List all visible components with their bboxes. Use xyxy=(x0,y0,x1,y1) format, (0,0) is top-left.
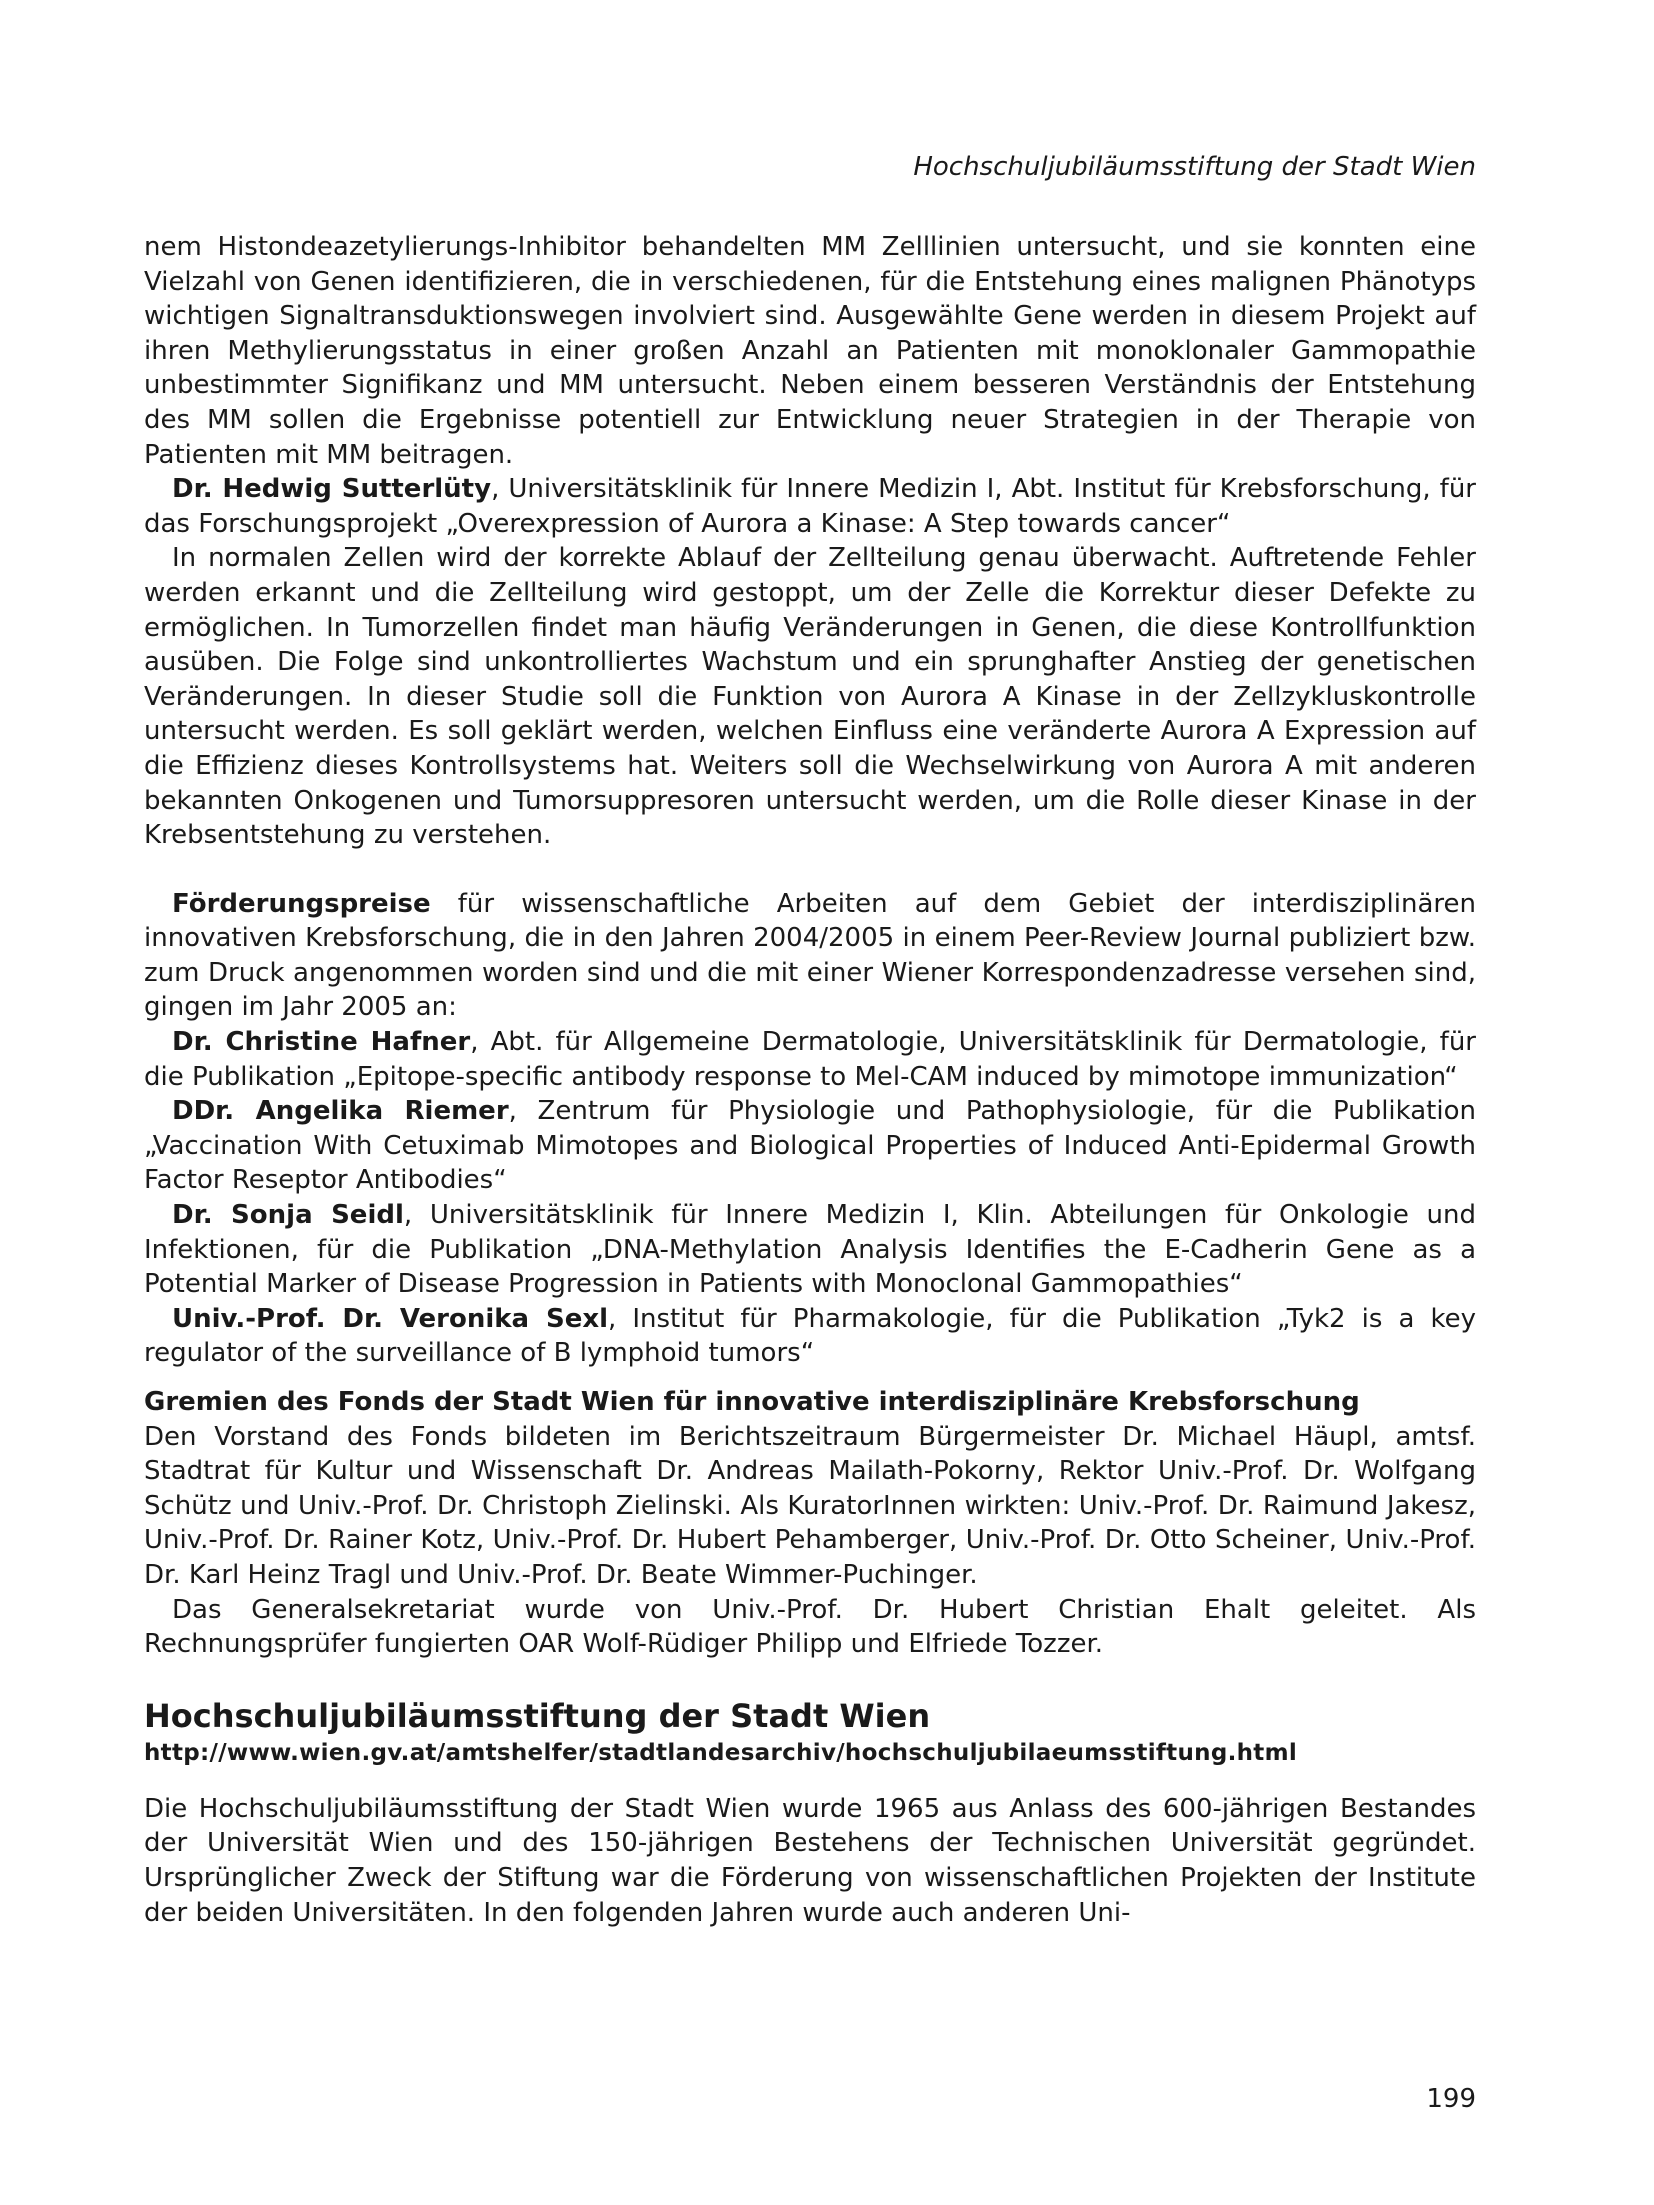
foerderungspreise-text: für wissenschaftliche Arbeiten auf dem Gebiet der interdisziplinären innovativen Krebsforschung, die in den Jahren 2004/2005 in einem Peer-Review Journal publiziert bzw. zum Druck angenommen worden sind und die mit einer Wiener Korrespondenzadresse versehen sind, gingen im Jahr 2005 an: xyxy=(144,888,1476,1023)
gremien-secretariat-paragraph: Das Generalsekretariat wurde von Univ.-Prof. Dr. Hubert Christian Ehalt geleitet. Als Rechnungsprüfer fungierten OAR Wolf-Rüdiger Philipp und Elfriede Tozzer. xyxy=(144,1594,1476,1660)
award-details: , Universitätsklinik für Innere Medizin I, Klin. Abteilungen für Onkologie und Infektionen, für die Publikation „DNA-Methylation Analysis Identifies the E-Cadherin Gene as a Potential Marker of Disease Progression in Patients with Monoclonal Gammopathies“ xyxy=(144,1200,1476,1300)
award-recipient: DDr. Angelika Riemer xyxy=(172,1096,509,1127)
paragraph-continuation: nem Histondeazetylierungs-Inhibitor behandelten MM Zelllinien untersucht, und sie konnten eine Vielzahl von Genen identifizieren, die in verschiedenen, für die Entstehung eines malignen Phänotyps wichtigen Signaltransduktionswegen involviert sind. Ausgewählte Gene werden in diesem Projekt auf ihren Methylierungsstatus in einer großen Anzahl an Patienten mit monoklonaler Gammopathie unbestimmter Signifikanz und MM untersucht. Neben einem besseren Verständnis der Entstehung des MM sollen die Ergebnisse potentiell zur Entwicklung neuer Strategien in der Therapie von Patienten mit MM beitragen. xyxy=(144,232,1476,470)
foerderungspreise-label: Förderungspreise xyxy=(172,888,431,919)
award-recipient: Dr. Christine Hafner xyxy=(172,1027,471,1058)
award-details: , Zentrum für Physiologie und Pathophysiologie, für die Publikation „Vaccination With Cetuximab Mimotopes and Biological Properties of Induced Anti-Epidermal Growth Factor Reseptor Antibodies“ xyxy=(144,1096,1476,1196)
gremien-heading: Gremien des Fonds der Stadt Wien für innovative interdisziplinäre Krebsforschung xyxy=(144,1387,1360,1417)
award-details: , Institut für Pharmakologie, für die Publikation „Tyk2 is a key regulator of the surveillance of B lymphoid tumors“ xyxy=(144,1303,1476,1369)
award-details: , Abt. für Allgemeine Dermatologie, Universitätsklinik für Dermatologie, für die Publikation „Epitope-specific antibody response to Mel-CAM induced by mimotope immunization“ xyxy=(144,1027,1476,1092)
award-recipient: Univ.-Prof. Dr. Veronika Sexl xyxy=(172,1303,609,1334)
project-sutterluety xyxy=(144,472,1476,541)
award-entry xyxy=(144,1094,1476,1198)
award-entry xyxy=(144,1198,1476,1302)
project-abstract: In normalen Zellen wird der korrekte Ablauf der Zellteilung genau überwacht. Auftretende Fehler werden erkannt und die Zellteilung wird gestoppt, um der Zelle die Korrektur dieser Defekte zu ermöglichen. In Tumorzellen findet man häufig Veränderungen in Genen, die diese Kontrollfunktion ausüben. Die Folge sind unkontrolliertes Wachstum und ein sprunghafter Anstieg der genetischen Veränderungen. In dieser Studie soll die Funktion von Aurora A Kinase in der Zellzykluskontrolle untersucht werden. Es soll geklärt werden, welchen Einfluss eine veränderte Aurora A Expression auf die Effizienz dieses Kontrollsystems hat. Weiters soll die Wechselwirkung von Aurora A mit anderen bekannten Onkogenen und Tumorsuppresoren untersucht werden, um die Rolle dieser Kinase in der Krebsentstehung zu verstehen. xyxy=(144,543,1476,851)
researcher-name: Dr. Hedwig Sutterlüty xyxy=(172,474,492,505)
running-header: Hochschuljubiläumsstiftung der Stadt Wien xyxy=(913,152,1476,182)
page-body xyxy=(144,150,1476,1930)
section-heading: Hochschuljubiläumsstiftung der Stadt Wien xyxy=(144,1696,931,1735)
award-entry xyxy=(144,1025,1476,1094)
page-number: 199 xyxy=(1426,2084,1476,2114)
award-entry xyxy=(144,1302,1476,1371)
section-url: http://www.wien.gv.at/amtshelfer/stadtlandesarchiv/hochschuljubilaeumsstiftung.html xyxy=(144,1739,1298,1766)
foerderungspreise-intro xyxy=(144,887,1476,1025)
section-paragraph: Die Hochschuljubiläumsstiftung der Stadt Wien wurde 1965 aus Anlass des 600-jährigen Bestandes der Universität Wien und des 150-jährigen Bestehens der Technischen Universität gegründet. Ursprünglicher Zweck der Stiftung war die Förderung von wissenschaftlichen Projekten der Institute der beiden Universitäten. In den folgenden Jahren wurde auch anderen Uni- xyxy=(144,1793,1476,1928)
gremien-board-paragraph: Den Vorstand des Fonds bildeten im Berichtszeitraum Bürgermeister Dr. Michael Häupl, amtsf. Stadtrat für Kultur und Wissenschaft Dr. Andreas Mailath-Pokorny, Rektor Univ.-Prof. Dr. Wolfgang Schütz und Univ.-Prof. Dr. Christoph Zielinski. Als KuratorInnen wirkten: Univ.-Prof. Dr. Raimund Jakesz, Univ.-Prof. Dr. Rainer Kotz, Univ.-Prof. Dr. Hubert Pehamberger, Univ.-Prof. Dr. Otto Scheiner, Univ.-Prof. Dr. Karl Heinz Tragl und Univ.-Prof. Dr. Beate Wimmer-Puchinger. xyxy=(144,1421,1476,1590)
award-recipient: Dr. Sonja Seidl xyxy=(172,1200,404,1231)
project-description: , Universitätsklinik für Innere Medizin I, Abt. Institut für Krebsforschung, für das Forschungsprojekt „Overexpression of Aurora a Kinase: A Step towards cancer“ xyxy=(144,474,1476,539)
